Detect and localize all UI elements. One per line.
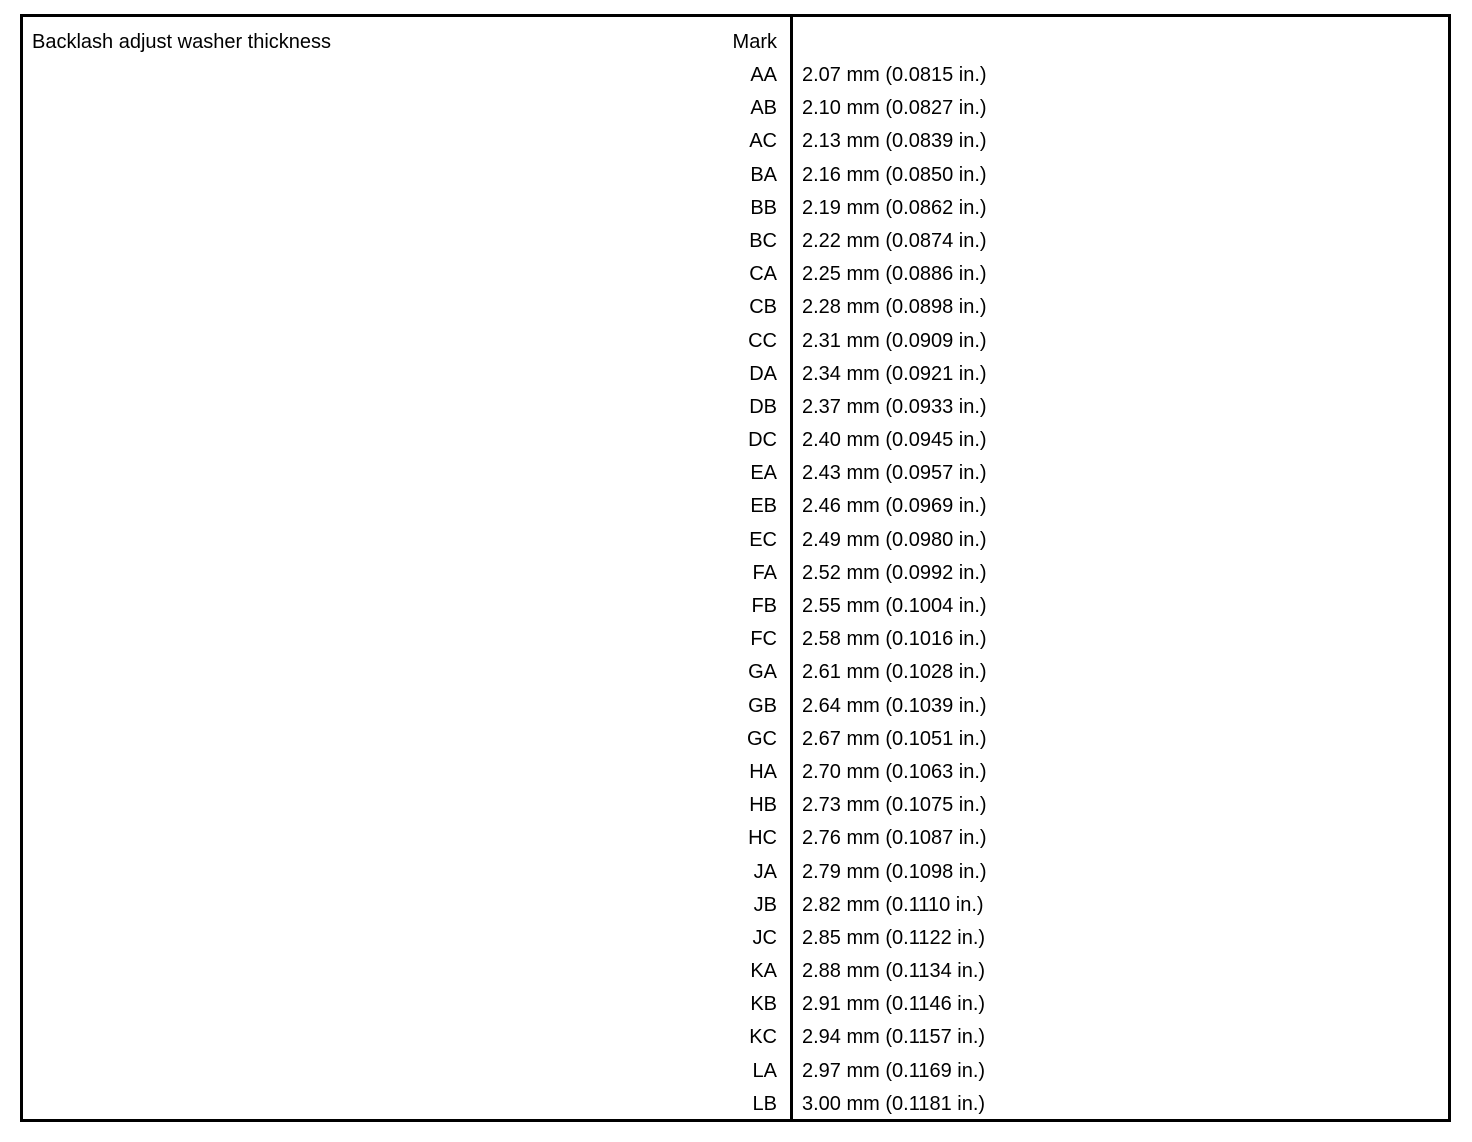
table-row — [23, 594, 1448, 627]
table-row — [23, 959, 1448, 992]
washer-thickness-table — [20, 14, 1451, 1122]
mark-cell: AC — [749, 130, 777, 153]
thickness-value-cell: 2.70 mm (0.1063 in.) — [802, 760, 987, 783]
table-row — [23, 96, 1448, 129]
thickness-value-cell: 2.91 mm (0.1146 in.) — [802, 993, 986, 1016]
mark-cell: KC — [749, 1026, 777, 1049]
thickness-value-cell: 2.46 mm (0.0969 in.) — [802, 495, 987, 518]
thickness-value-cell: 2.79 mm (0.1098 in.) — [802, 860, 987, 883]
mark-cell: JC — [752, 926, 777, 949]
table-row — [23, 329, 1448, 362]
table-row — [23, 694, 1448, 727]
table-row — [23, 129, 1448, 162]
mark-cell: AB — [750, 97, 777, 120]
mark-cell: CB — [749, 296, 777, 319]
table-row — [23, 793, 1448, 826]
thickness-value-cell: 2.07 mm (0.0815 in.) — [802, 64, 987, 86]
thickness-value-cell: 2.64 mm (0.1039 in.) — [802, 694, 987, 717]
table-row — [23, 992, 1448, 1025]
table-row — [23, 660, 1448, 693]
mark-cell: LA — [752, 1059, 777, 1082]
thickness-value-cell: 2.55 mm (0.1004 in.) — [802, 595, 987, 617]
thickness-value-cell: 2.97 mm (0.1169 in.) — [802, 1059, 986, 1082]
table-row — [23, 428, 1448, 461]
mark-cell: JB — [753, 893, 777, 916]
mark-cell: CC — [748, 329, 777, 352]
table-row — [23, 262, 1448, 295]
mark-cell: BC — [749, 229, 777, 252]
mark-cell: HB — [749, 794, 777, 817]
mark-cell: GB — [748, 694, 777, 717]
table-row — [23, 826, 1448, 859]
table-row — [23, 1059, 1448, 1092]
table-row — [23, 627, 1448, 660]
table-row — [23, 561, 1448, 594]
thickness-value-cell: 2.52 mm (0.0992 in.) — [802, 561, 987, 584]
thickness-value-cell: 2.10 mm (0.0827 in.) — [802, 97, 987, 120]
thickness-value-cell: 2.22 mm (0.0874 in.) — [802, 229, 987, 252]
table-row — [23, 727, 1448, 760]
thickness-value-cell: 2.61 mm (0.1028 in.) — [802, 661, 987, 684]
table-row — [23, 362, 1448, 395]
thickness-value-cell: 2.34 mm (0.0921 in.) — [802, 362, 987, 385]
thickness-value-cell: 2.73 mm (0.1075 in.) — [802, 794, 987, 817]
thickness-value-cell: 2.31 mm (0.0909 in.) — [802, 329, 987, 352]
table-row — [23, 395, 1448, 428]
table-row — [23, 926, 1448, 959]
mark-cell: GA — [748, 661, 777, 684]
mark-cell: BA — [750, 163, 777, 186]
mark-cell: FC — [750, 628, 777, 651]
mark-cell: JA — [753, 860, 777, 883]
thickness-value-cell: 2.88 mm (0.1134 in.) — [802, 960, 986, 983]
thickness-value-cell: 2.19 mm (0.0862 in.) — [802, 196, 987, 219]
table-row — [23, 295, 1448, 328]
table-row — [23, 528, 1448, 561]
table-row — [23, 494, 1448, 527]
mark-cell: GC — [747, 727, 777, 750]
thickness-value-cell: 2.67 mm (0.1051 in.) — [802, 727, 987, 750]
mark-cell: KB — [750, 993, 777, 1016]
mark-column-header: Mark — [732, 31, 777, 53]
thickness-value-cell: 2.16 mm (0.0850 in.) — [802, 163, 987, 186]
thickness-value-cell: 2.37 mm (0.0933 in.) — [802, 395, 987, 418]
table-row — [23, 163, 1448, 196]
mark-cell: CA — [749, 263, 777, 286]
thickness-value-cell: 2.49 mm (0.0980 in.) — [802, 528, 987, 551]
table-row — [23, 893, 1448, 926]
thickness-value-cell: 2.43 mm (0.0957 in.) — [802, 462, 987, 485]
thickness-value-cell: 2.40 mm (0.0945 in.) — [802, 429, 987, 452]
mark-cell: DA — [749, 362, 777, 385]
mark-cell: HA — [749, 760, 777, 783]
table-title: Backlash adjust washer thickness — [32, 31, 332, 53]
table-row — [23, 1025, 1448, 1058]
table-rows — [23, 63, 1448, 1125]
thickness-value-cell: 2.25 mm (0.0886 in.) — [802, 263, 987, 286]
mark-cell: DC — [748, 429, 777, 452]
thickness-value-cell: 2.85 mm (0.1122 in.) — [802, 926, 986, 949]
table-row — [23, 1092, 1448, 1125]
table-row — [23, 461, 1448, 494]
thickness-value-cell: 2.13 mm (0.0839 in.) — [802, 130, 987, 153]
thickness-value-cell: 2.76 mm (0.1087 in.) — [802, 827, 987, 850]
mark-cell: KA — [750, 960, 777, 983]
thickness-value-cell: 3.00 mm (0.1181 in.) — [802, 1092, 986, 1115]
mark-cell: HC — [748, 827, 777, 850]
mark-cell: FA — [752, 561, 777, 584]
mark-cell: FB — [751, 595, 777, 617]
mark-cell: EC — [749, 528, 777, 551]
mark-cell: EB — [750, 495, 777, 518]
mark-cell: DB — [749, 395, 777, 418]
thickness-value-cell: 2.28 mm (0.0898 in.) — [802, 296, 987, 319]
thickness-value-cell: 2.58 mm (0.1016 in.) — [802, 628, 987, 651]
mark-cell: BB — [750, 196, 777, 219]
thickness-value-cell: 2.82 mm (0.1110 in.) — [802, 893, 984, 916]
table-row — [23, 229, 1448, 262]
table-row — [23, 760, 1448, 793]
mark-cell: LB — [752, 1092, 777, 1115]
mark-cell: AA — [750, 64, 777, 86]
table-row — [23, 196, 1448, 229]
table-row — [23, 63, 1448, 96]
thickness-value-cell: 2.94 mm (0.1157 in.) — [802, 1026, 986, 1049]
table-row — [23, 860, 1448, 893]
mark-cell: EA — [750, 462, 777, 485]
